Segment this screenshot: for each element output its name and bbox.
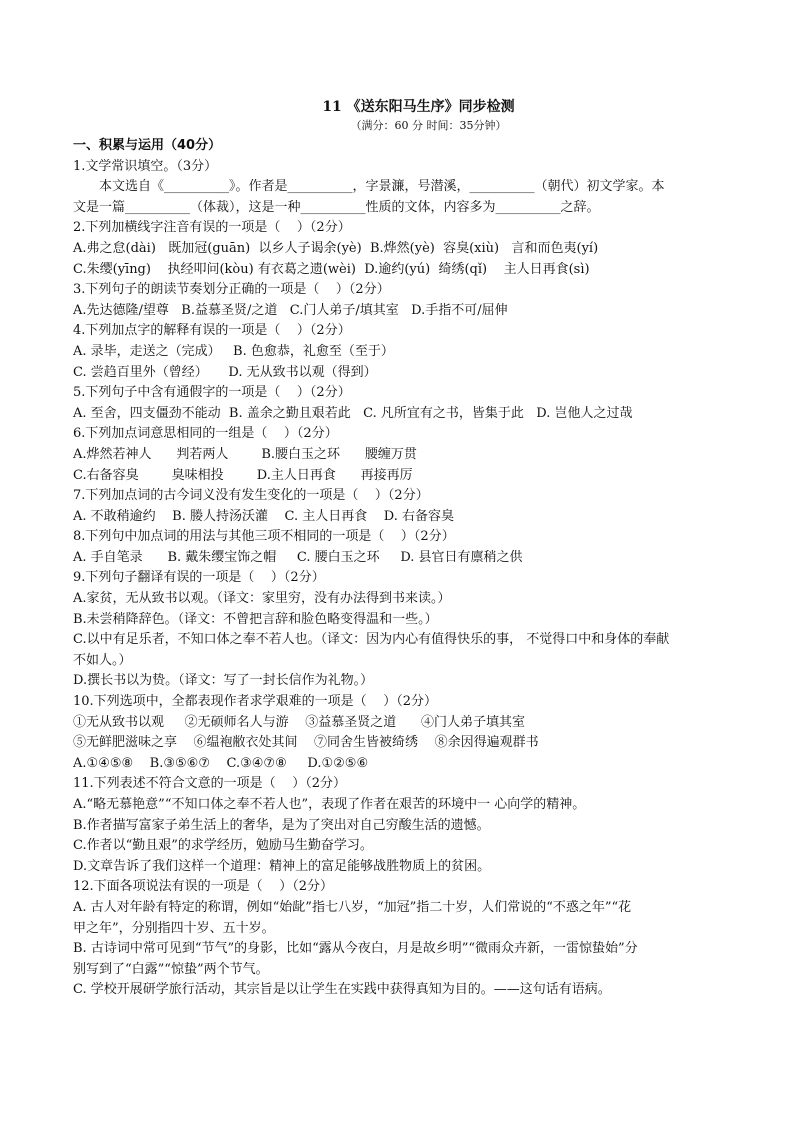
question-4-options-ab: A. 录毕，走送之（完成） B. 色愈恭，礼愈至（至于） (73, 343, 394, 359)
question-10-options: A.①④⑤⑧ B.③⑤⑥⑦ C.③④⑦⑧ D.①②⑤⑥ (73, 755, 369, 771)
section-heading-1: 一、积累与运用（40分） (73, 138, 222, 153)
question-9-option-b: B.未尝稍降辞色。（译文：不曾把言辞和脸色略变得温和一些。） (73, 611, 438, 627)
question-9-option-c-line-1: C.以中有足乐者，不知口体之奉不若人也。（译文：因为内心有值得快乐的事， 不觉得口中和身体的奉献 (73, 632, 670, 648)
question-10-stem: 10.下列选项中，全都表现作者求学艰难的一项是（ ）（2分） (73, 694, 437, 710)
question-5-options: A. 至舍，四支僵劲不能动 B. 盖余之勤且艰若此 C. 凡所宜有之书，皆集于此 D. 岂他人之过哉 (73, 405, 633, 421)
question-3-options: A.先达德隆/望尊 B.益慕圣贤/之道 C.门人弟子/填其室 D.手指不可/屈伸 (73, 302, 508, 318)
question-4-options-cd: C. 尝趋百里外（曾经） D. 无从致书以观（得到） (73, 364, 377, 380)
question-10-items-5-8: ⑤无鲜肥滋味之享 ⑥缊袍敝衣处其间 ⑦同舍生皆被绮绣 ⑧余因得遍观群书 (73, 735, 539, 751)
question-6-options-cd: C.右备容臭 臭味相投 D.主人日再食 再接再厉 (73, 467, 413, 483)
question-11-stem: 11.下列表述不符合文意的一项是（ ）（2分） (73, 776, 346, 792)
question-9-option-d: D.撰长书以为贽。（译文：写了一封长信作为礼物。） (73, 673, 374, 689)
question-7-stem: 7.下列加点词的古今词义没有发生变化的一项是（ ）（2分） (73, 488, 429, 504)
question-12-option-c: C. 学校开展研学旅行活动，其宗旨是以让学生在实践中获得真知为目的。——这句话有语病。 (73, 982, 611, 998)
question-6-stem: 6.下列加点词意思相同的一组是（ ）（2分） (73, 426, 338, 442)
question-3-stem: 3.下列句子的朗读节奏划分正确的一项是（ ）（2分） (73, 282, 390, 298)
question-9-option-a: A.家贫，无从致书以观。（译文：家里穷，没有办法得到书来读。） (73, 591, 451, 607)
question-1-text-line-2: 文是一篇__________（体裁），这是一种__________性质的文体，内容多为__________之辞。 (73, 199, 600, 215)
question-8-stem: 8.下列句中加点词的用法与其他三项不相同的一项是（ ）（2分） (73, 529, 455, 545)
question-11-option-b: B.作者描写富家子弟生活上的奢华，是为了突出对自己穷酸生活的遗憾。 (73, 817, 490, 833)
question-12-option-b-line-1: B. 古诗词中常可见到“节气”的身影，比如“露从今夜白，月是故乡明”“微雨众卉新，一雷惊蛰始”分 (73, 941, 638, 957)
page-subtitle: （满分：60 分 时间：35分钟） (350, 119, 507, 132)
question-2-options-ab: A.弗之怠(dài) 既加冠(guān) 以乡人子谒余(yè) B.烨然(yè) 容臭(xiù) 言和而色夷(yí) (73, 240, 599, 256)
question-1-text-line-1: 本文选自《__________》。作者是__________，字景濂，号潜溪，__________（朝代）初文学家。本 (99, 179, 665, 195)
question-12-option-a-line-2: 甲之年”，分别指四十岁、五十岁。 (73, 920, 275, 936)
question-5-stem: 5.下列句子中含有通假字的一项是（ ）（2分） (73, 385, 351, 401)
page-title: 11 《送东阳马生序》同步检测 (322, 99, 515, 115)
question-11-option-c: C.作者以“勤且艰”的求学经历，勉励马生勤奋学习。 (73, 838, 373, 854)
question-1-stem: 1.文学常识填空。（3分） (73, 158, 218, 174)
question-6-options-ab: A.烨然若神人 判若两人 B.腰白玉之环 腰缠万贯 (73, 446, 417, 462)
question-2-stem: 2.下列加横线字注音有误的一项是（ ）（2分） (73, 220, 351, 236)
question-2-options-cd: C.朱缨(yīng) 执经叩问(kòu) 有衣葛之遗(wèi) D.逾约(yú) 绮绣(qǐ) 主人日再食(sì) (73, 261, 590, 277)
question-9-stem: 9.下列句子翻译有误的一项是（ ）（2分） (73, 570, 325, 586)
question-10-items-1-4: ①无从致书以观 ②无硕师名人与游 ③益慕圣贤之道 ④门人弟子填其室 (73, 714, 525, 730)
question-12-stem: 12.下面各项说法有误的一项是（ ）（2分） (73, 879, 333, 895)
question-9-option-c-line-2: 不如人。） (73, 652, 132, 668)
question-4-stem: 4.下列加点字的解释有误的一项是（ ）（2分） (73, 323, 351, 339)
question-11-option-d: D.文章告诉了我们这样一个道理：精神上的富足能够战胜物质上的贫困。 (73, 858, 491, 874)
question-7-options: A. 不敢稍逾约 B. 媵人持汤沃灌 C. 主人日再食 D. 右备容臭 (73, 508, 455, 524)
question-12-option-b-line-2: 别写到了“白露”“惊蛰”两个节气。 (73, 961, 269, 977)
question-11-option-a: A.“略无慕艳意”“不知口体之奉不若人也”，表现了作者在艰苦的环境中一 心向学的精神。 (73, 797, 586, 812)
question-8-options: A. 手自笔录 B. 戴朱缨宝饰之帽 C. 腰白玉之环 D. 县官日有廪稍之供 (73, 549, 523, 565)
question-12-option-a-line-1: A. 古人对年龄有特定的称谓，例如“始龀”指七八岁，“加冠”指二十岁，人们常说的“不惑之年”“花 (73, 899, 632, 915)
